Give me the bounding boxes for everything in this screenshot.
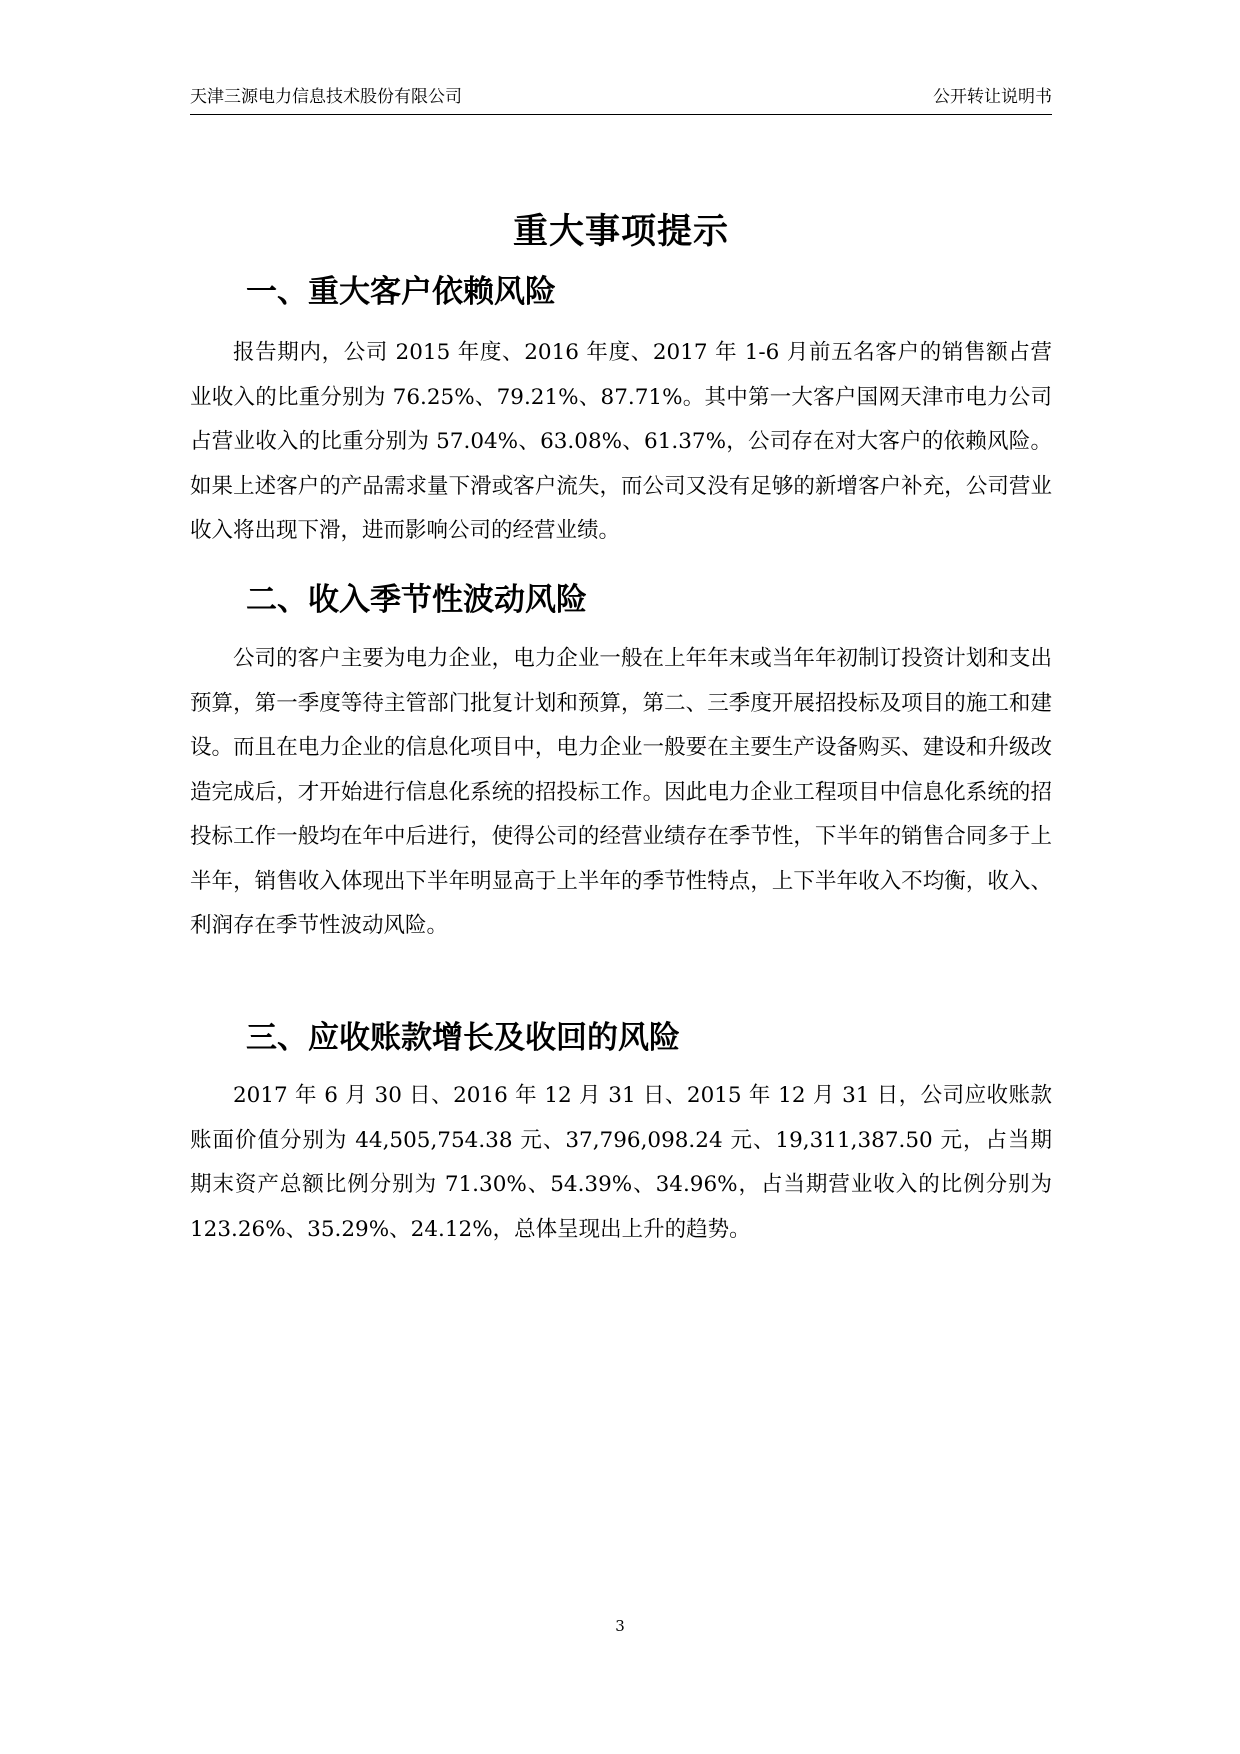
section-heading-customer-dependency: 一、重大客户依赖风险 <box>246 274 556 310</box>
section-heading-seasonal-revenue: 二、收入季节性波动风险 <box>246 582 587 618</box>
section-body-seasonal-revenue: 公司的客户主要为电力企业，电力企业一般在上年年末或当年年初制订投资计划和支出预算，第一季度等待主管部门批复计划和预算，第二、三季度开展招投标及项目的施工和建设。而且在电力企业的信息化项目中，电力企业一般要在主要生产设备购买、建设和升级改造完成后，才开始进行信息化系统的招投标工作。因此电力企业工程项目中信息化系统的招投标工作一般均在年中后进行，使得公司的经营业绩存在季节性，下半年的销售合同多于上半年，销售收入体现出下半年明显高于上半年的季节性特点，上下半年收入不均衡，收入、利润存在季节性波动风险。 <box>190 646 1052 938</box>
header-company-name: 天津三源电力信息技术股份有限公司 <box>190 87 462 107</box>
section-heading-receivables: 三、应收账款增长及收回的风险 <box>246 1020 680 1056</box>
section-body-customer-dependency: 报告期内，公司 2015 年度、2016 年度、2017 年 1-6 月前五名客户的销售额占营业收入的比重分别为 76.25%、79.21%、87.71%。其中第一大客户国网天津市电力公司占营业收入的比重分别为 57.04%、63.08%、61.37%，公司存在对大客户的依赖风险。如果上述客户的产品需求量下滑或客户流失，而公司又没有足够的新增客户补充，公司营业收入将出现下滑，进而影响公司的经营业绩。 <box>190 340 1052 543</box>
page-title: 重大事项提示 <box>512 212 729 252</box>
section-body-receivables: 2017 年 6 月 30 日、2016 年 12 月 31 日、2015 年 12 月 31 日，公司应收账款账面价值分别为 44,505,754.38 元、37,796,098.24 元、19,311,387.50 元，占当期期末资产总额比例分别为 71.30%、54.39%、34.96%，占当期营业收入的比例分别为 123.26%、35.29%、24.12%，总体呈现出上升的趋势。 <box>190 1083 1052 1242</box>
page-header <box>190 86 1052 115</box>
header-document-type: 公开转让说明书 <box>933 87 1052 107</box>
page-number: 3 <box>615 1617 625 1635</box>
